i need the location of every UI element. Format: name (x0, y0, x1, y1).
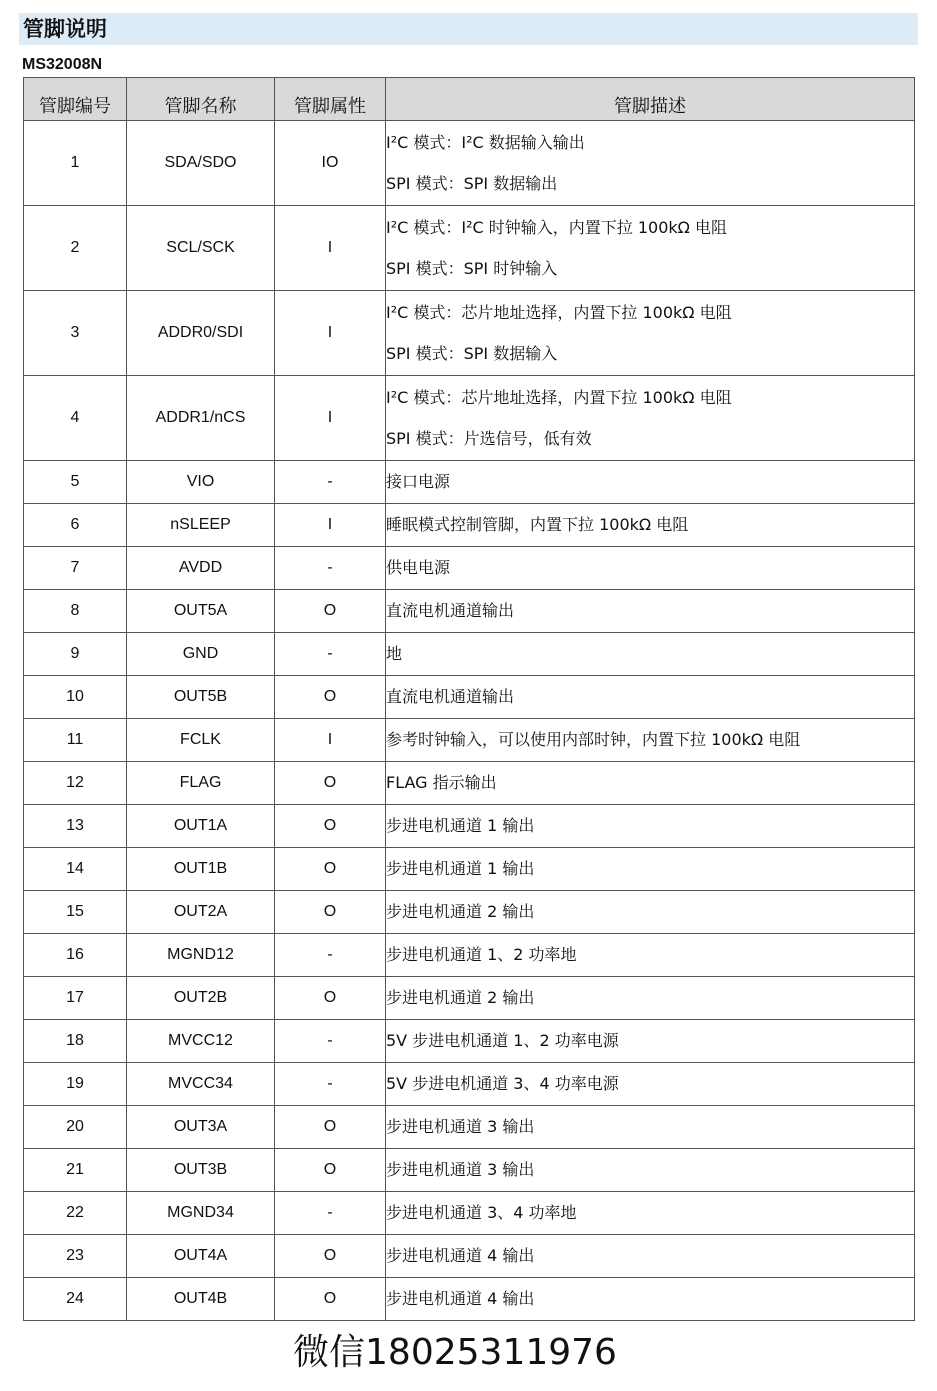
table-row (24, 1106, 915, 1149)
pin-attribute-cell: O (275, 676, 386, 719)
pin-number-cell: 22 (24, 1192, 127, 1235)
pin-description-cell (386, 291, 915, 376)
pin-number-cell: 5 (24, 461, 127, 504)
header-pin-attribute: 管脚属性 (275, 78, 386, 121)
pin-description-line: 接口电源 (386, 472, 451, 491)
pin-number-cell: 10 (24, 676, 127, 719)
pin-description-cell (386, 891, 915, 934)
pin-description-line: 步进电机通道 4 输出 (386, 1289, 535, 1308)
pin-name-cell: MGND12 (127, 934, 275, 977)
pin-description-line: 步进电机通道 3 输出 (386, 1117, 535, 1136)
pin-description-cell (386, 762, 915, 805)
pin-attribute-cell: - (275, 461, 386, 504)
pin-attribute-cell: I (275, 719, 386, 762)
model-number: MS32008N (22, 56, 103, 73)
pin-description-line: 地 (386, 644, 403, 663)
pin-description-line: 直流电机通道输出 (386, 601, 515, 620)
pin-number-cell: 8 (24, 590, 127, 633)
pin-name-cell: OUT3B (127, 1149, 275, 1192)
pin-attribute-cell: - (275, 1063, 386, 1106)
table-row (24, 848, 915, 891)
pin-description-cell (386, 934, 915, 977)
pin-name-cell: OUT1A (127, 805, 275, 848)
pin-number-cell: 1 (24, 121, 127, 206)
pin-name-cell: OUT4A (127, 1235, 275, 1278)
pin-attribute-cell: - (275, 547, 386, 590)
pin-name-cell: SCL/SCK (127, 206, 275, 291)
pin-description-line: 5V 步进电机通道 3、4 功率电源 (386, 1074, 619, 1093)
pin-number-cell: 9 (24, 633, 127, 676)
table-row (24, 633, 915, 676)
pin-number-cell: 16 (24, 934, 127, 977)
table-row (24, 762, 915, 805)
pin-name-cell: FCLK (127, 719, 275, 762)
pin-description-line: 睡眠模式控制管脚，内置下拉 100kΩ 电阻 (386, 515, 689, 534)
header-pin-number: 管脚编号 (24, 78, 127, 121)
pin-number-cell: 19 (24, 1063, 127, 1106)
pin-description-line: 步进电机通道 2 输出 (386, 988, 535, 1007)
pin-description-cell (386, 376, 915, 461)
pin-description-line: SPI 模式：片选信号，低有效 (386, 429, 592, 448)
pin-number-cell: 23 (24, 1235, 127, 1278)
pin-description-line: 步进电机通道 3 输出 (386, 1160, 535, 1179)
pin-number-cell: 11 (24, 719, 127, 762)
pin-attribute-cell: O (275, 805, 386, 848)
pin-name-cell: MVCC34 (127, 1063, 275, 1106)
pin-description-cell (386, 848, 915, 891)
pin-attribute-cell: - (275, 633, 386, 676)
pin-description-line: 直流电机通道输出 (386, 687, 515, 706)
pin-number-cell: 4 (24, 376, 127, 461)
pin-attribute-cell: O (275, 1149, 386, 1192)
pin-description-line: 步进电机通道 1 输出 (386, 816, 535, 835)
pin-attribute-cell: O (275, 590, 386, 633)
table-row (24, 376, 915, 461)
table-row (24, 590, 915, 633)
pin-description-cell (386, 1192, 915, 1235)
pin-attribute-cell: I (275, 376, 386, 461)
table-row (24, 1235, 915, 1278)
table-row (24, 1149, 915, 1192)
pin-name-cell: VIO (127, 461, 275, 504)
pin-name-cell: ADDR0/SDI (127, 291, 275, 376)
pin-name-cell: OUT2B (127, 977, 275, 1020)
pin-number-cell: 13 (24, 805, 127, 848)
table-row (24, 977, 915, 1020)
pin-name-cell: OUT3A (127, 1106, 275, 1149)
header-pin-name: 管脚名称 (127, 78, 275, 121)
pin-description-line: 参考时钟输入，可以使用内部时钟，内置下拉 100kΩ 电阻 (386, 730, 801, 749)
pin-name-cell: nSLEEP (127, 504, 275, 547)
table-row (24, 805, 915, 848)
pin-attribute-cell: O (275, 977, 386, 1020)
pin-name-cell: AVDD (127, 547, 275, 590)
pin-name-cell: SDA/SDO (127, 121, 275, 206)
table-row (24, 291, 915, 376)
pin-description-cell (386, 1235, 915, 1278)
pin-description-cell (386, 206, 915, 291)
pin-description-cell (386, 461, 915, 504)
pin-name-cell: OUT4B (127, 1278, 275, 1321)
pin-table (23, 77, 915, 1321)
pin-number-cell: 6 (24, 504, 127, 547)
pin-description-cell (386, 121, 915, 206)
table-row (24, 504, 915, 547)
pin-name-cell: MVCC12 (127, 1020, 275, 1063)
table-row (24, 891, 915, 934)
pin-description-cell (386, 547, 915, 590)
pin-number-cell: 15 (24, 891, 127, 934)
pin-attribute-cell: O (275, 762, 386, 805)
pin-name-cell: OUT5A (127, 590, 275, 633)
table-row (24, 934, 915, 977)
table-row (24, 1063, 915, 1106)
pin-description-cell (386, 977, 915, 1020)
pin-attribute-cell: I (275, 291, 386, 376)
pin-attribute-cell: - (275, 1192, 386, 1235)
table-row (24, 676, 915, 719)
pin-description-cell (386, 1278, 915, 1321)
pin-description-cell (386, 676, 915, 719)
pin-description-line: SPI 模式：SPI 时钟输入 (386, 259, 558, 278)
pin-description-line: 步进电机通道 4 输出 (386, 1246, 535, 1265)
pin-name-cell: ADDR1/nCS (127, 376, 275, 461)
header-pin-description: 管脚描述 (386, 78, 915, 121)
table-row (24, 1278, 915, 1321)
pin-description-line: I²C 模式：芯片地址选择，内置下拉 100kΩ 电阻 (386, 303, 732, 322)
table-row (24, 1020, 915, 1063)
pin-description-cell (386, 1063, 915, 1106)
pin-number-cell: 7 (24, 547, 127, 590)
pin-description-cell (386, 719, 915, 762)
pin-description-cell (386, 633, 915, 676)
pin-description-cell (386, 1149, 915, 1192)
pin-attribute-cell: IO (275, 121, 386, 206)
pin-description-line: 供电电源 (386, 558, 451, 577)
table-row (24, 719, 915, 762)
pin-description-line: I²C 模式：芯片地址选择，内置下拉 100kΩ 电阻 (386, 388, 732, 407)
pin-table-body (24, 121, 915, 1321)
table-header-row (24, 78, 915, 121)
pin-description-line: FLAG 指示输出 (386, 773, 497, 792)
pin-description-line: I²C 模式：I²C 时钟输入，内置下拉 100kΩ 电阻 (386, 218, 727, 237)
table-row (24, 206, 915, 291)
pin-name-cell: OUT5B (127, 676, 275, 719)
pin-description-line: 步进电机通道 2 输出 (386, 902, 535, 921)
pin-description-line: 步进电机通道 3、4 功率地 (386, 1203, 577, 1222)
table-row (24, 461, 915, 504)
pin-attribute-cell: O (275, 1235, 386, 1278)
pin-number-cell: 17 (24, 977, 127, 1020)
table-row (24, 1192, 915, 1235)
pin-attribute-cell: I (275, 504, 386, 547)
pin-description-cell (386, 590, 915, 633)
table-row (24, 121, 915, 206)
pin-description-line: I²C 模式：I²C 数据输入输出 (386, 133, 585, 152)
pin-number-cell: 21 (24, 1149, 127, 1192)
pin-description-line: SPI 模式：SPI 数据输出 (386, 174, 558, 193)
pin-description-cell (386, 805, 915, 848)
pin-description-cell (386, 504, 915, 547)
pin-number-cell: 20 (24, 1106, 127, 1149)
section-header-bar (19, 13, 918, 45)
pin-description-line: 步进电机通道 1 输出 (386, 859, 535, 878)
pin-name-cell: MGND34 (127, 1192, 275, 1235)
pin-attribute-cell: O (275, 1106, 386, 1149)
pin-description-line: 5V 步进电机通道 1、2 功率电源 (386, 1031, 619, 1050)
pin-name-cell: FLAG (127, 762, 275, 805)
pin-attribute-cell: O (275, 848, 386, 891)
pin-number-cell: 2 (24, 206, 127, 291)
pin-attribute-cell: - (275, 934, 386, 977)
pin-name-cell: OUT1B (127, 848, 275, 891)
pin-number-cell: 14 (24, 848, 127, 891)
pin-name-cell: OUT2A (127, 891, 275, 934)
pin-description-cell (386, 1020, 915, 1063)
pin-attribute-cell: - (275, 1020, 386, 1063)
pin-number-cell: 3 (24, 291, 127, 376)
pin-description-line: SPI 模式：SPI 数据输入 (386, 344, 558, 363)
section-title: 管脚说明 (23, 17, 107, 41)
pin-number-cell: 24 (24, 1278, 127, 1321)
pin-number-cell: 18 (24, 1020, 127, 1063)
pin-number-cell: 12 (24, 762, 127, 805)
pin-attribute-cell: I (275, 206, 386, 291)
pin-description-cell (386, 1106, 915, 1149)
pin-name-cell: GND (127, 633, 275, 676)
pin-attribute-cell: O (275, 1278, 386, 1321)
table-row (24, 547, 915, 590)
pin-description-line: 步进电机通道 1、2 功率地 (386, 945, 577, 964)
pin-attribute-cell: O (275, 891, 386, 934)
contact-watermark: 微信18025311976 (293, 1332, 617, 1373)
